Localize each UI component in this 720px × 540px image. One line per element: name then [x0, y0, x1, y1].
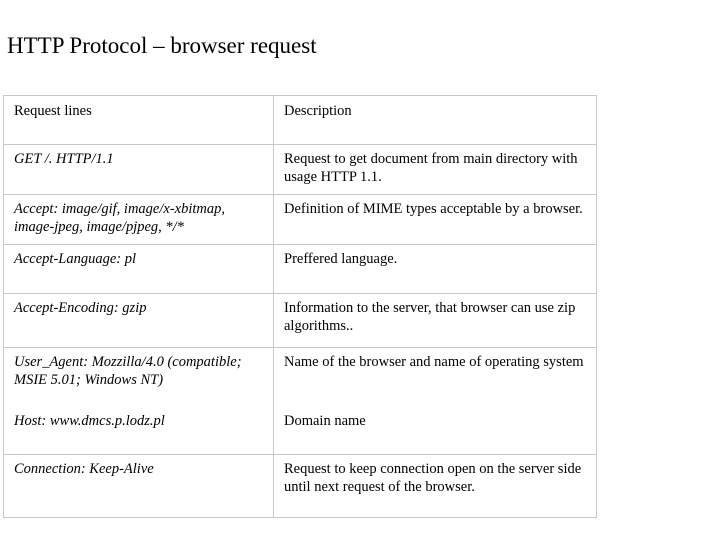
- description-cell: Information to the server, that browser can use zip algorithms..: [274, 294, 597, 348]
- description-cell: Name of the browser and name of operating system: [274, 348, 597, 407]
- page-title: HTTP Protocol – browser request: [7, 33, 317, 58]
- header-description: Description: [274, 96, 597, 145]
- table-row: [4, 407, 597, 455]
- description-cell: Request to get document from main directory with usage HTTP 1.1.: [274, 145, 597, 195]
- request-line-cell: Connection: Keep-Alive: [4, 455, 274, 518]
- table-row: [4, 195, 597, 245]
- request-line-cell: Accept-Encoding: gzip: [4, 294, 274, 348]
- description-cell: Domain name: [274, 407, 597, 455]
- table-header-row: [4, 96, 597, 145]
- request-line-cell: GET /. HTTP/1.1: [4, 145, 274, 195]
- description-cell: Request to keep connection open on the server side until next request of the browser.: [274, 455, 597, 518]
- table-row: [4, 348, 597, 407]
- request-line-cell: Host: www.dmcs.p.lodz.pl: [4, 407, 274, 455]
- request-line-cell: User_Agent: Mozzilla/4.0 (compatible; MSIE 5.01; Windows NT): [4, 348, 274, 407]
- description-cell: Definition of MIME types acceptable by a browser.: [274, 195, 597, 245]
- table-row: [4, 294, 597, 348]
- description-cell: Preffered language.: [274, 245, 597, 294]
- header-request-lines: Request lines: [4, 96, 274, 145]
- table-row: [4, 145, 597, 195]
- table-row: [4, 455, 597, 518]
- request-table: [3, 95, 597, 518]
- table-row: [4, 245, 597, 294]
- request-line-cell: Accept-Language: pl: [4, 245, 274, 294]
- request-line-cell: Accept: image/gif, image/x-xbitmap, image-jpeg, image/pjpeg, */*: [4, 195, 274, 245]
